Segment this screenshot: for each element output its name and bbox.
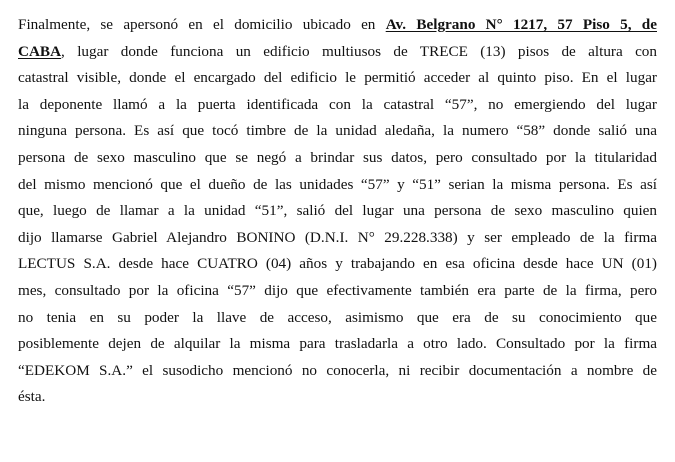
text-line xyxy=(18,384,657,411)
line-text: Finalmente, se apersonó en el domicilio ubicado en xyxy=(18,16,386,33)
text-line xyxy=(18,118,657,145)
line-text: que, luego de llamar a la unidad “51”, salió del lugar una persona de sexo masculino quien xyxy=(18,202,657,220)
text-line xyxy=(18,278,657,305)
line-text: persona de sexo masculino que se negó a brindar sus datos, pero consultado por la titularidad xyxy=(18,148,657,166)
text-line xyxy=(18,92,657,119)
text-line xyxy=(18,198,657,225)
text-line xyxy=(18,12,657,39)
line-text: del mismo mencionó que el dueño de las unidades “57” y “51” serian la misma persona. Es así xyxy=(18,175,657,193)
line-text: ninguna persona. Es así que tocó timbre de la unidad aledaña, la numero “58” donde salió una xyxy=(18,122,657,140)
line-text: “EDEKOM S.A.” el susodicho mencionó no conocerla, ni recibir documentación a nombre de xyxy=(18,361,657,379)
text-line xyxy=(18,305,657,332)
text-line xyxy=(18,251,657,278)
line-text: LECTUS S.A. desde hace CUATRO (04) años y trabajando en esa oficina desde hace UN (01) xyxy=(18,255,657,273)
text-line xyxy=(18,145,657,172)
text-line xyxy=(18,65,657,92)
text-line xyxy=(18,358,657,385)
body-paragraph xyxy=(18,12,657,411)
line-text: , lugar donde funciona un edificio multiusos de TRECE (13) pisos de altura con xyxy=(61,42,657,60)
line-text: no tenia en su poder la llave de acceso, asimismo que era de su conocimiento que xyxy=(18,308,657,326)
line-text: la deponente llamó a la puerta identificada con la catastral “57”, no emergiendo del lugar xyxy=(18,95,657,113)
line-text: mes, consultado por la oficina “57” dijo que efectivamente también era parte de la firma, pero xyxy=(18,281,657,299)
line-text: posiblemente dejen de alquilar la misma para trasladarla a otro lado. Consultado por la firma xyxy=(18,335,657,353)
text-line xyxy=(18,331,657,358)
text-line xyxy=(18,39,657,66)
text-line xyxy=(18,172,657,199)
line-text: ésta. xyxy=(18,388,46,406)
text-line xyxy=(18,225,657,252)
address-highlight: Av. Belgrano N° 1217, 57 Piso 5, de xyxy=(385,16,657,33)
address-highlight-city: CABA xyxy=(18,42,62,60)
line-text: catastral visible, donde el encargado del edificio le permitió acceder al quinto piso. En el lugar xyxy=(18,69,657,87)
line-text: dijo llamarse Gabriel Alejandro BONINO (D.N.I. N° 29.228.338) y ser empleado de la firma xyxy=(18,228,657,246)
